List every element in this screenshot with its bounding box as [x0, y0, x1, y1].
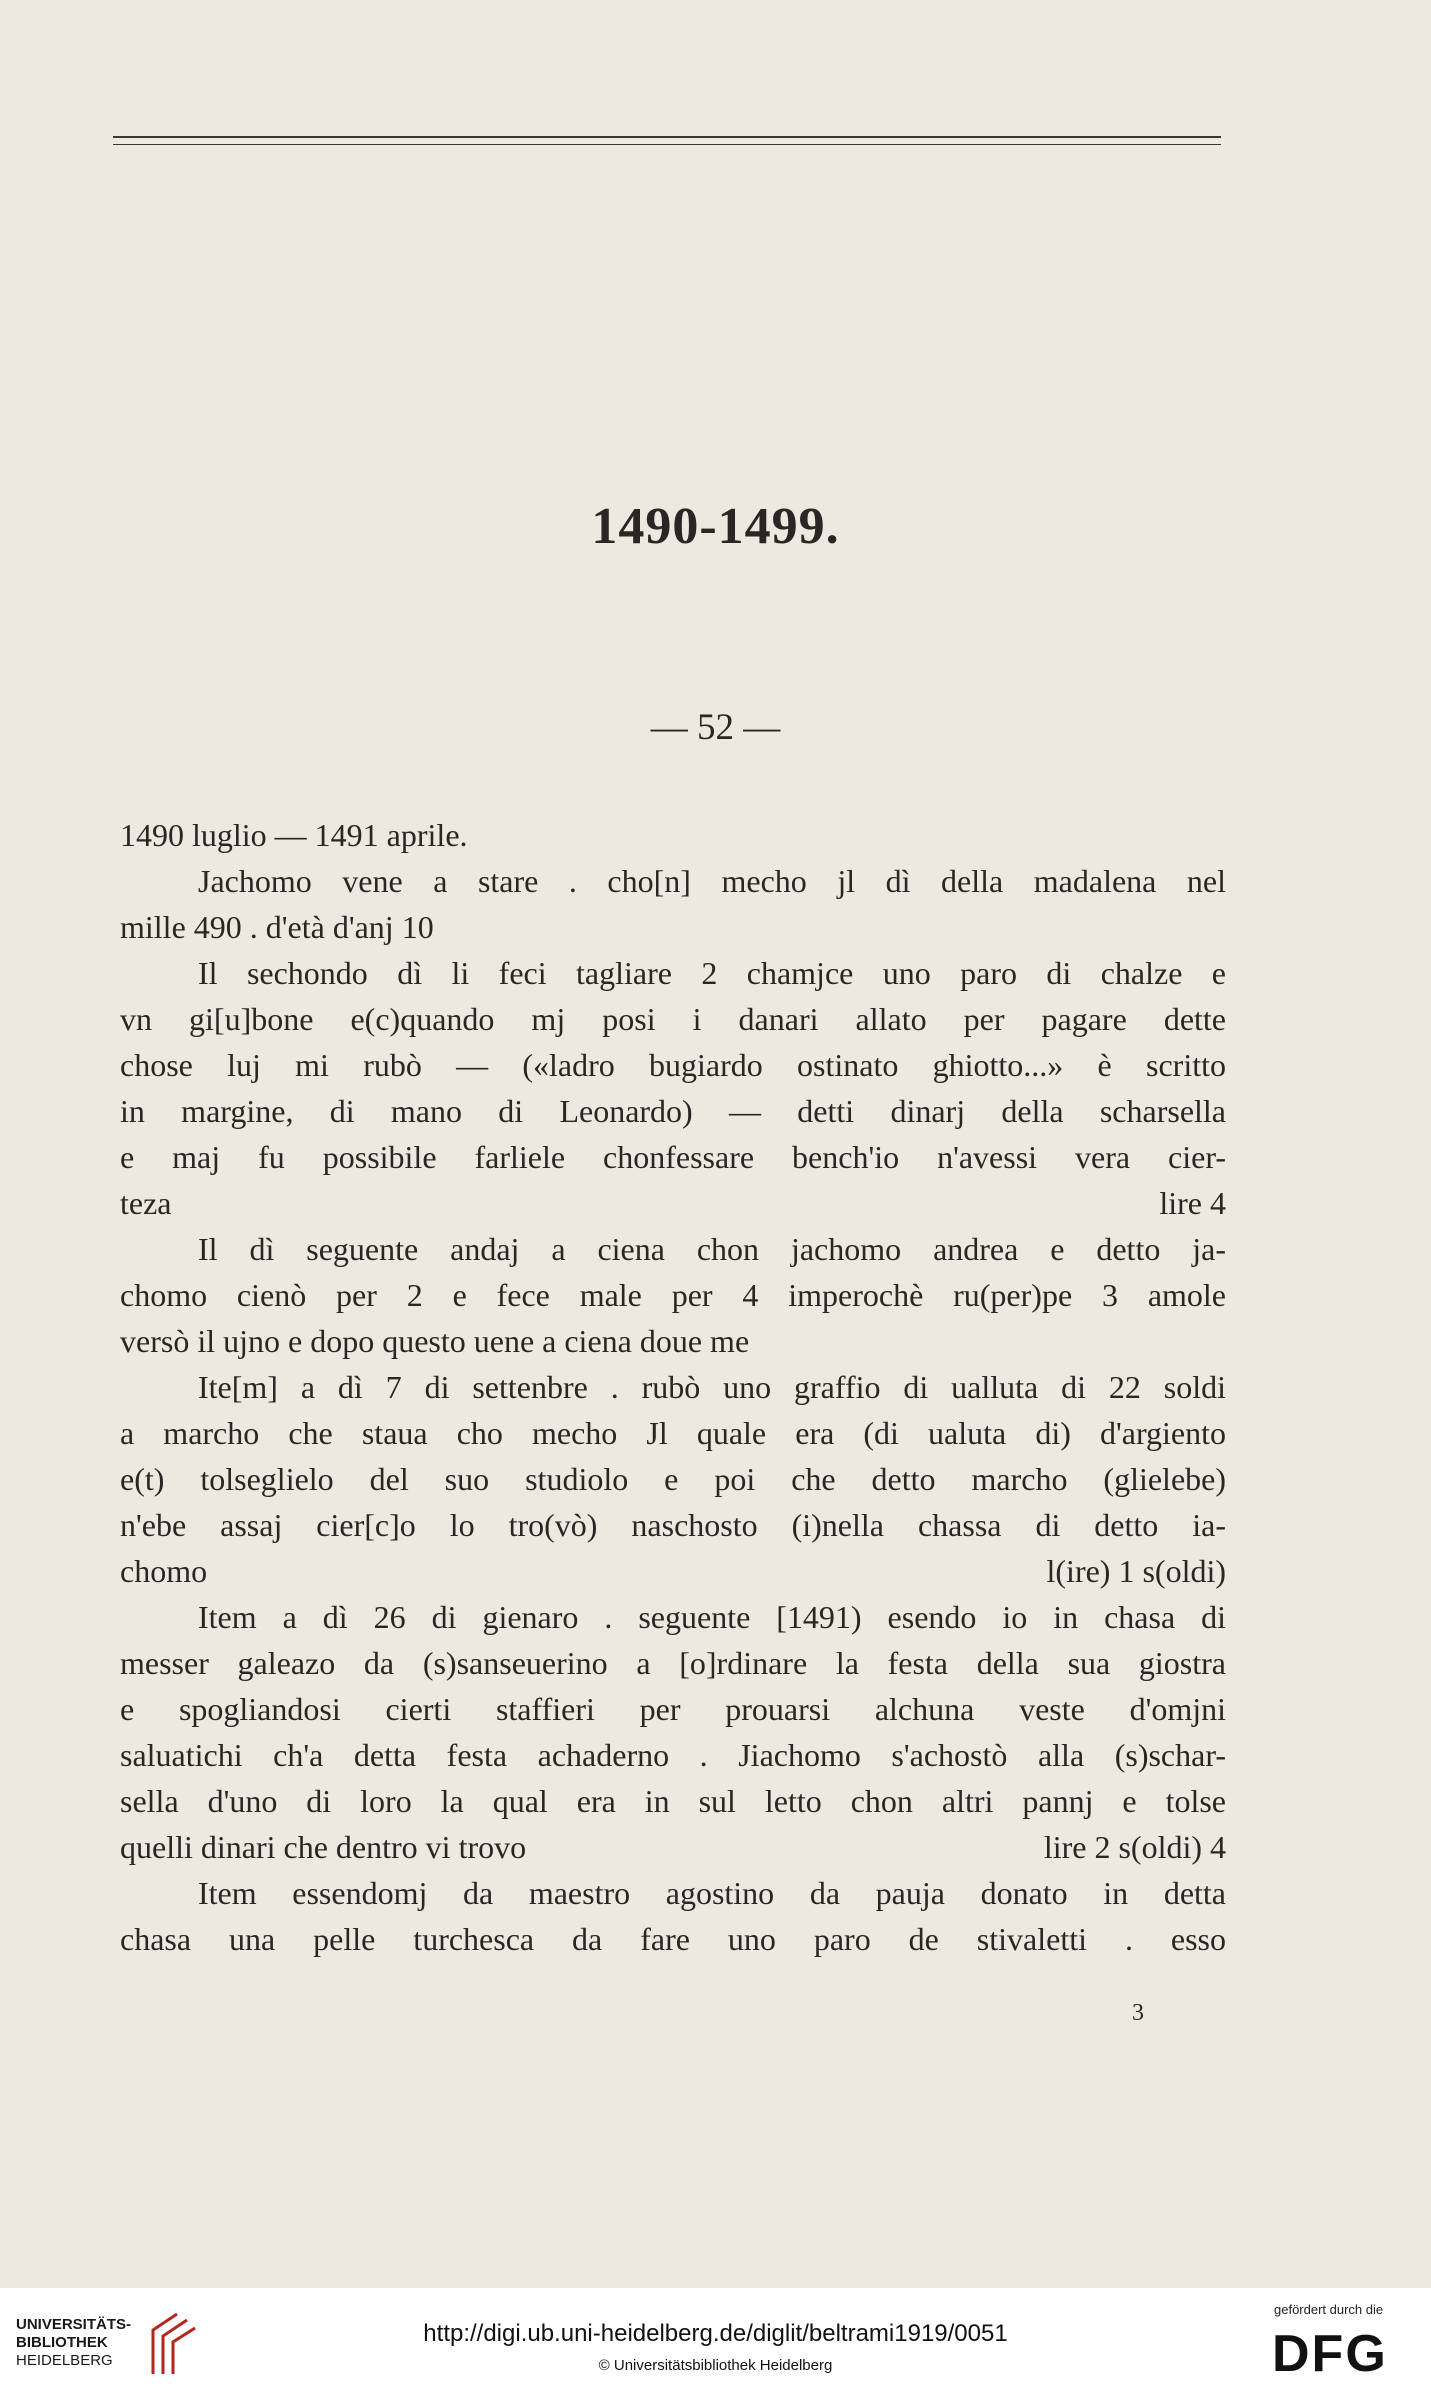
text-line [120, 1548, 1226, 1594]
text-line [120, 1824, 1226, 1870]
library-line-1: UNIVERSITÄTS- [16, 2316, 132, 2333]
copyright-notice: © Universitätsbibliothek Heidelberg [598, 2357, 833, 2374]
top-rule [113, 136, 1221, 138]
text-line [120, 1180, 1226, 1226]
amount-text: l(ire) 1 s(oldi) [1046, 1553, 1226, 1589]
library-line-3: HEIDELBERG [16, 2352, 113, 2369]
text-line: messer galeazo da (s)sanseuerino a [o]rdinare la festa della sua giostra [120, 1645, 1226, 1681]
library-line-2: BIBLIOTHEK [16, 2334, 108, 2351]
footer-bar [0, 2288, 1431, 2391]
text-line: mille 490 . d'età d'anj 10 [120, 909, 434, 945]
text-line: sella d'uno di loro la qual era in sul letto chon altri pannj e tolse [120, 1783, 1226, 1819]
line-text: chomo [120, 1553, 208, 1589]
text-line: Il dì seguente andaj a ciena chon jachomo andrea e detto ja- [198, 1231, 1226, 1267]
text-line: Item essendomj da maestro agostino da pauja donato in detta [198, 1875, 1226, 1911]
funding-note: gefördert durch die [1274, 2302, 1384, 2317]
text-line: Il sechondo dì li feci tagliare 2 chamjce uno paro di chalze e [198, 955, 1226, 991]
top-rule-thin [113, 144, 1221, 145]
text-line: versò il ujno e dopo questo uene a ciena doue me [120, 1323, 750, 1359]
dfg-logo: DFG [1272, 2325, 1388, 2383]
permalink-url[interactable]: http://digi.ub.uni-heidelberg.de/diglit/beltrami1919/0051 [423, 2320, 1008, 2347]
text-line: vn gi[u]bone e(c)quando mj posi i danari allato per pagare dette [120, 1001, 1226, 1037]
line-text: teza [120, 1185, 172, 1221]
text-line: chose luj mi rubò — («ladro bugiardo ostinato ghiotto...» è scritto [120, 1047, 1226, 1083]
text-line: e(t) tolseglielo del suo studiolo e poi che detto marcho (glielebe) [120, 1461, 1226, 1497]
text-line: in margine, di mano di Leonardo) — detti dinarj della scharsella [120, 1093, 1226, 1129]
signature-mark: 3 [1132, 2000, 1144, 2026]
amount-text: lire 2 s(oldi) 4 [1043, 1829, 1226, 1865]
document-body [120, 812, 1226, 1962]
section-heading: 1490-1499. [591, 498, 840, 555]
text-line: a marcho che staua cho mecho Jl quale era (di ualuta di) d'argiento [120, 1415, 1226, 1451]
text-line: 1490 luglio — 1491 aprile. [120, 817, 468, 853]
page-number: — 52 — [650, 707, 781, 748]
line-text: quelli dinari che dentro vi trovo [120, 1829, 527, 1865]
text-line: e maj fu possibile farliele chonfessare bench'io n'avessi vera cier- [120, 1139, 1226, 1175]
text-line: Item a dì 26 di gienaro . seguente [1491) esendo io in chasa di [198, 1599, 1226, 1635]
text-line: e spogliandosi cierti staffieri per prouarsi alchuna veste d'omjni [120, 1691, 1226, 1727]
amount-text: lire 4 [1159, 1185, 1226, 1221]
text-line: n'ebe assaj cier[c]o lo tro(vò) naschosto (i)nella chassa di detto ia- [120, 1507, 1226, 1543]
text-line: saluatichi ch'a detta festa achaderno . Jiachomo s'achostò alla (s)schar- [120, 1737, 1226, 1773]
text-line: Jachomo vene a stare . cho[n] mecho jl dì della madalena nel [198, 863, 1226, 899]
text-line: chomo cienò per 2 e fece male per 4 imperochè ru(per)pe 3 amole [120, 1277, 1226, 1313]
text-line: chasa una pelle turchesca da fare uno paro de stivaletti . esso [120, 1921, 1226, 1957]
text-line: Ite[m] a dì 7 di settenbre . rubò uno graffio di ualluta di 22 soldi [198, 1369, 1226, 1405]
